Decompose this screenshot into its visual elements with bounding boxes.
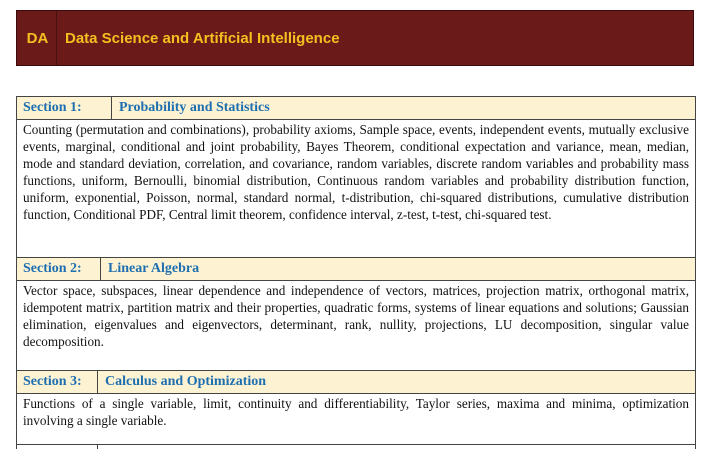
section-1-title: Probability and Statistics	[119, 100, 270, 115]
section-1-content: Counting (permutation and combinations), probability axioms, Sample space, events, independent events, mutually exclusive events, marginal, conditional and joint probability, Bayes Theorem, conditional expectation and variance, mean, median, mode and standard deviation, correlation, and covariance, random variables, discrete random variables and probability mass functions, uniform, Bernoulli, binomial distribution, Continuous random variables and probability distribution function, uniform, exponential, Poisson, normal, standard normal, t-distribution, chi-squared distributions, cumulative distribution function, Conditional PDF, Central limit theorem, confidence interval, z-test, t-test, chi-squared test.	[23, 122, 689, 222]
section-1-number: Section 1:	[17, 97, 112, 119]
subject-code: DA	[17, 11, 57, 65]
next-section-divider	[17, 445, 98, 449]
section-2-number: Section 2:	[17, 258, 101, 280]
section-2-title: Linear Algebra	[108, 261, 200, 276]
section-3-title: Calculus and Optimization	[105, 374, 267, 389]
syllabus-table	[16, 96, 696, 449]
section-3-header	[17, 370, 695, 394]
section-2-content: Vector space, subspaces, linear dependence and independence of vectors, matrices, projection matrix, orthogonal matrix, idempotent matrix, partition matrix and their properties, quadratic forms, systems of linear equations and solutions; Gaussian elimination, eigenvalues and eigenvectors, determinant, rank, nullity, projections, LU decomposition, singular value decomposition.	[23, 283, 689, 349]
next-section-edge	[17, 444, 695, 449]
section-2-header	[17, 257, 695, 281]
section-3-content: Functions of a single variable, limit, continuity and differentiability, Taylor series, maxima and minima, optimization involving a single variable.	[23, 396, 689, 428]
section-1-header	[17, 96, 695, 120]
subject-title: Data Science and Artificial Intelligence	[65, 29, 340, 47]
section-3-number: Section 3:	[17, 371, 98, 393]
subject-banner	[16, 10, 694, 66]
